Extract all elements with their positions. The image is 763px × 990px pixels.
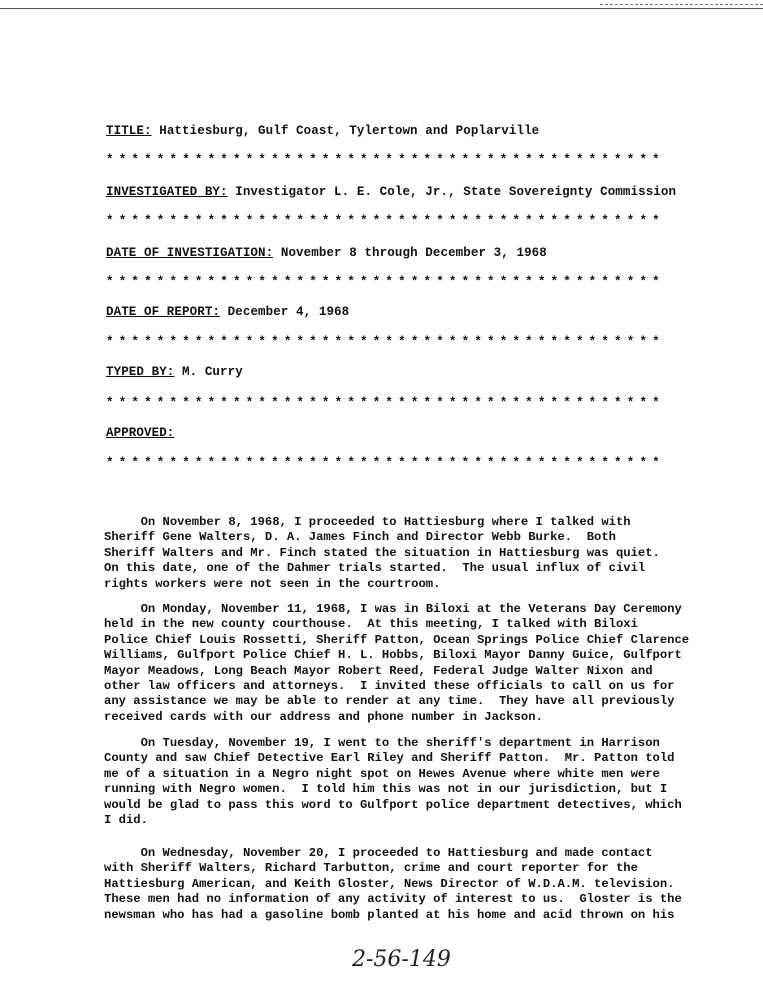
paragraph-line: Williams, Gulfport Police Chief H. L. Hobbs, Biloxi Mayor Danny Guice, Gulfport [104,648,682,663]
paragraph-line: On November 8, 1968, I proceeded to Hattiesburg where I talked with [104,515,631,529]
date-investigation-label: DATE OF INVESTIGATION: [106,246,274,260]
paragraph-line: Sheriff Walters and Mr. Finch stated the situation in Hattiesburg was quiet. [104,545,660,560]
title-row [106,124,539,138]
date-investigation-row [106,246,547,260]
approved-label: APPROVED: [106,426,175,440]
paragraph-line: On Tuesday, November 19, I went to the sheriff's department in Harrison [104,736,660,750]
handwritten-page-number: 2-56-149 [352,947,451,972]
paragraph-2 [104,602,714,725]
paragraph-line: newsman who has had a gasoline bomb planted at his home and acid thrown on his [104,907,675,922]
typed-label: TYPED BY: [106,365,175,379]
paragraph-line: On this date, one of the Dahmer trials started. The usual influx of civil [104,561,646,576]
paragraph-line: would be glad to pass this word to Gulfport police department detectives, which [104,797,682,812]
separator-3: ******************************************** [106,275,665,289]
paragraph-line: me of a situation in a Negro night spot on Hewes Avenue where white men were [104,766,660,781]
separator-5: ******************************************** [106,396,665,410]
investigated-label: INVESTIGATED BY: [106,185,228,199]
separator-2: ******************************************** [106,214,665,228]
paragraph-4 [104,846,714,923]
date-investigation-value: November 8 through December 3, 1968 [280,246,547,260]
paragraph-line: On Wednesday, November 20, I proceeded to Hattiesburg and made contact [104,846,653,860]
date-report-label: DATE OF REPORT: [106,305,221,319]
paragraph-line: Hattiesburg American, and Keith Gloster, News Director of W.D.A.M. television. [104,876,675,891]
paragraph-line: These men had no information of any activity of interest to us. Gloster is the [104,892,682,907]
approved-row [106,426,174,440]
paragraph-line: running with Negro women. I told him this was not in our jurisdiction, but I [104,782,668,797]
paragraph-line: with Sheriff Walters, Richard Tarbutton, crime and court reporter for the [104,861,638,876]
title-label: TITLE: [106,124,152,138]
typed-row [106,365,243,379]
paragraph-line: rights workers were not seen in the courtroom. [104,576,441,591]
paragraph-3 [104,736,714,828]
paragraph-line: received cards with our address and phone number in Jackson. [104,709,543,724]
paragraph-line: Mayor Meadows, Long Beach Mayor Robert Reed, Federal Judge Walter Nixon and [104,663,653,678]
title-value: Hattiesburg, Gulf Coast, Tylertown and Poplarville [159,124,540,138]
separator-1: ******************************************** [106,153,665,167]
paragraph-line: I did. [104,813,148,828]
paragraph-line: held in the new county courthouse. At this meeting, I talked with Biloxi [104,617,638,632]
paragraph-1 [104,515,714,592]
separator-4: ******************************************** [106,335,665,349]
investigated-value: Investigator L. E. Cole, Jr., State Sovereignty Commission [235,185,677,199]
date-report-row [106,305,349,319]
paragraph-line: any assistance we may be able to render at any time. They have all previously [104,694,675,709]
paragraph-line: Sheriff Gene Walters, D. A. James Finch and Director Webb Burke. Both [104,530,616,545]
paragraph-line: On Monday, November 11, 1968, I was in Biloxi at the Veterans Day Ceremony [104,602,682,616]
paragraph-line: Police Chief Louis Rossetti, Sheriff Patton, Ocean Springs Police Chief Clarence [104,632,690,647]
typed-value: M. Curry [182,365,243,379]
separator-6: ******************************************** [106,456,665,470]
date-report-value: December 4, 1968 [227,305,350,319]
investigated-row [106,185,676,199]
paragraph-line: other law officers and attorneys. I invited these officials to call on us for [104,679,675,694]
paragraph-line: County and saw Chief Detective Earl Riley and Sheriff Patton. Mr. Patton told [104,751,675,766]
